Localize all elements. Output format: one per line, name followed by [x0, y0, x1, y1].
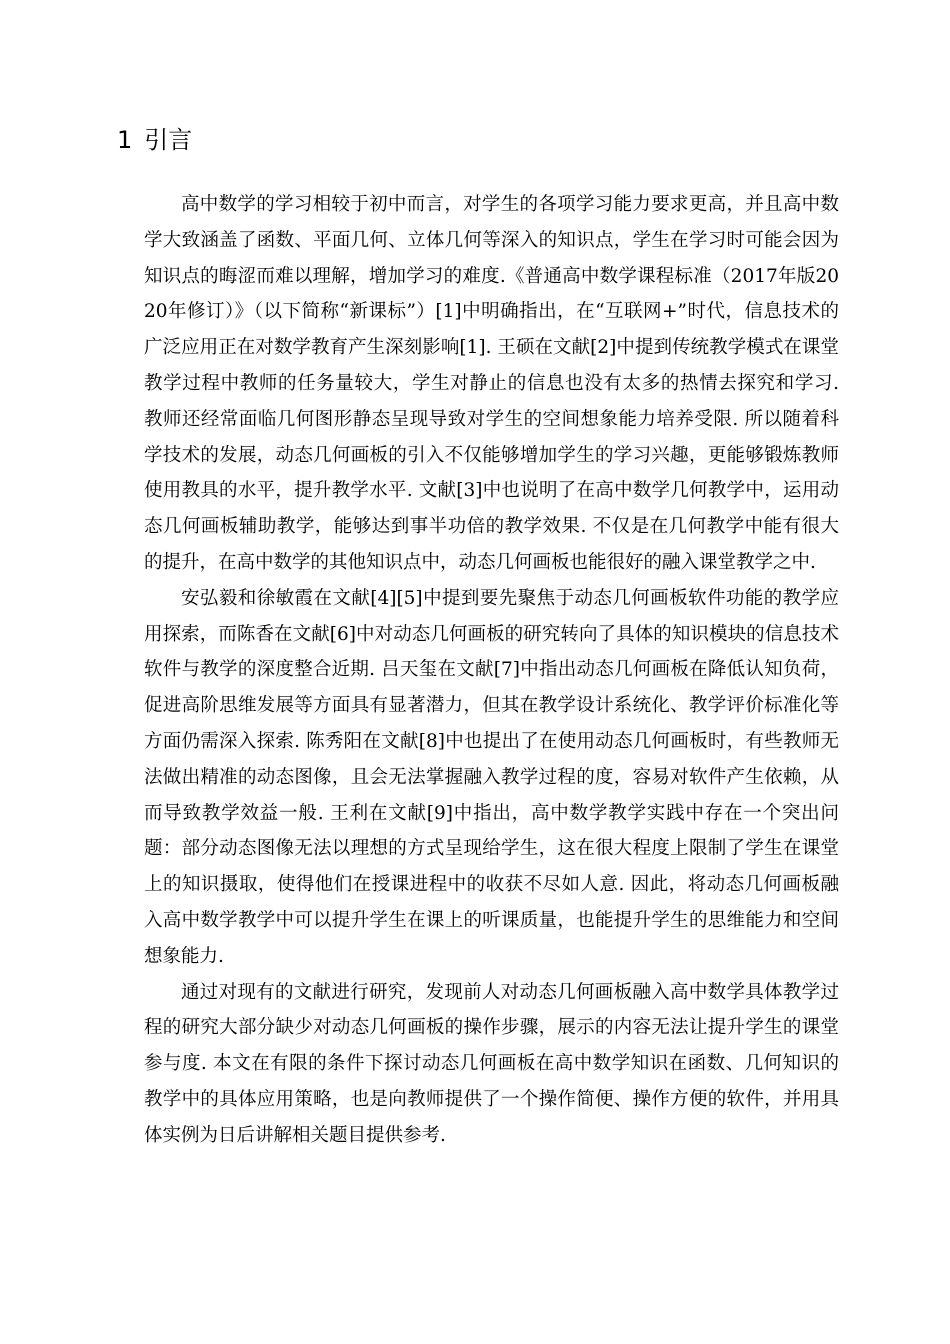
section-number: 1 — [117, 126, 133, 154]
paragraph-3: 通过对现有的文献进行研究，发现前人对动态几何画板融入高中数学具体教学过程的研究大部分缺少对动态几何画板的操作步骤，展示的内容无法让提升学生的课堂参与度. 本文在有限的条件下探讨动态几何画板在高中数学知识在函数、几何知识的教学中的具体应用策略，也是向教师提供了一个操作简便、操作方便的软件，并用具体实例为日后讲解相关题目提供参考. — [144, 981, 839, 1146]
paragraph-2: 安弘毅和徐敏霞在文献[4][5]中提到要先聚焦于动态几何画板软件功能的教学应用探索，而陈香在文献[6]中对动态几何画板的研究转向了具体的知识模块的信息技术软件与教学的深度整合近期. 吕天玺在文献[7]中指出动态几何画板在降低认知负荷，促进高阶思维发展等方面具有显著潜力，但其在教学设计系统化、教学评价标准化等方面仍需深入探索. 陈秀阳在文献[8]中也提出了在使用动态几何画板时，有些教师无法做出精准的动态图像，且会无法掌握融入教学过程的度，容易对软件产生依赖，从而导致教学效益一般. 王利在文献[9]中指出，高中数学教学实践中存在一个突出问题：部分动态图像无法以理想的方式呈现给学生，这在很大程度上限制了学生在课堂上的知识摄取，使得他们在授课进程中的收获不尽如人意. 因此，将动态几何画板融入高中数学教学中可以提升学生在课上的听课质量，也能提升学生的思维能力和空间想象能力. — [144, 587, 839, 967]
section-heading — [117, 122, 192, 158]
paragraph-1: 高中数学的学习相较于初中而言，对学生的各项学习能力要求更高，并且高中数学大致涵盖了函数、平面几何、立体几何等深入的知识点，学生在学习时可能会因为知识点的晦涩而难以理解，增加学习的难度.《普通高中数学课程标准（2017年版2020年修订）》（以下简称“新课标”）[1]中明确指出，在“互联网+”时代，信息技术的广泛应用正在对数学教育产生深刻影响[1]. 王硕在文献[2]中提到传统教学模式在课堂教学过程中教师的任务量较大，学生对静止的信息也没有太多的热情去探究和学习. 教师还经常面临几何图形静态呈现导致对学生的空间想象能力培养受限. 所以随着科学技术的发展，动态几何画板的引入不仅能够增加学生的学习兴趣，更能够锻炼教师使用教具的水平，提升教学水平. 文献[3]中也说明了在高中数学几何教学中，运用动态几何画板辅助教学，能够达到事半功倍的教学效果. 不仅是在几何教学中能有很大的提升，在高中数学的其他知识点中，动态几何画板也能很好的融入课堂教学之中. — [144, 194, 839, 573]
section-body — [144, 187, 839, 1154]
section-title: 引言 — [144, 126, 193, 154]
